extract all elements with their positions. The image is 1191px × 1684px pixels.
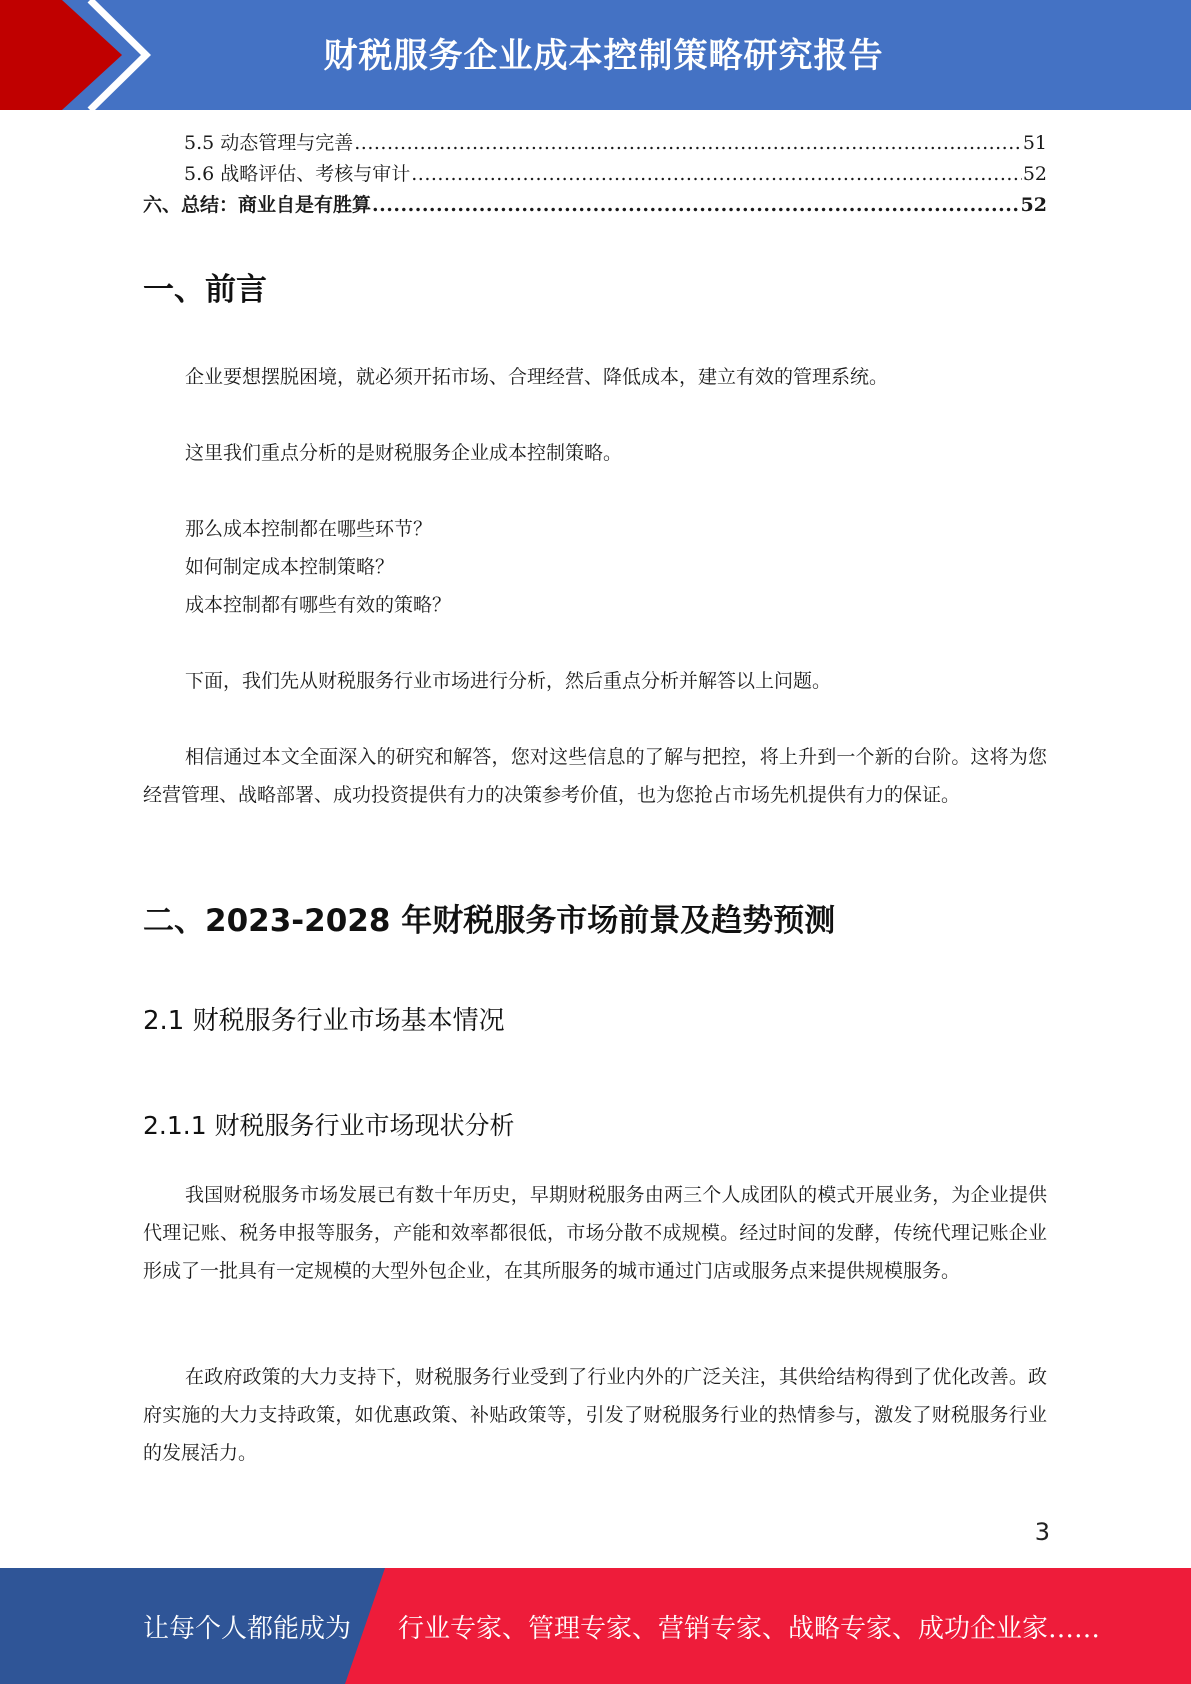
question-line: 如何制定成本控制策略？ xyxy=(185,556,395,578)
paragraph: 这里我们重点分析的是财税服务企业成本控制策略。 xyxy=(185,442,623,464)
toc-leader-dots xyxy=(411,159,1022,189)
toc-entry-page: 52 xyxy=(1020,194,1047,216)
toc-entry-label: 5.6 战略评估、考核与审计 xyxy=(184,163,411,185)
toc-entry-label: 六、总结：商业自是有胜算 xyxy=(143,194,372,216)
toc-entry-page: 52 xyxy=(1022,163,1047,185)
question-line: 那么成本控制都在哪些环节？ xyxy=(185,518,433,540)
page-header xyxy=(0,0,1191,110)
report-title: 财税服务企业成本控制策略研究报告 xyxy=(323,36,884,76)
toc-entry[interactable] xyxy=(184,159,1047,189)
page-number: 3 xyxy=(1034,1518,1050,1546)
paragraph: 在政府政策的大力支持下，财税服务行业受到了行业内外的广泛关注，其供给结构得到了优化改善。政府实施的大力支持政策，如优惠政策、补贴政策等，引发了财税服务行业的热情参与，激发了财税服务行业的发展活力。 xyxy=(143,1366,1047,1464)
page-footer xyxy=(0,1568,1191,1684)
toc-entry[interactable] xyxy=(184,128,1047,158)
subsection-heading: 2.1 财税服务行业市场基本情况 xyxy=(143,1006,505,1036)
section-heading-market-outlook: 二、2023-2028 年财税服务市场前景及趋势预测 xyxy=(143,903,836,939)
paragraph: 下面，我们先从财税服务行业市场进行分析，然后重点分析并解答以上问题。 xyxy=(185,670,832,692)
paragraph: 企业要想摆脱困境，就必须开拓市场、合理经营、降低成本，建立有效的管理系统。 xyxy=(185,366,889,388)
footer-slogan-left: 让每个人都能成为 xyxy=(143,1614,352,1644)
question-line: 成本控制都有哪些有效的策略？ xyxy=(185,594,452,616)
subsubsection-heading: 2.1.1 财税服务行业市场现状分析 xyxy=(143,1111,515,1140)
toc-entry-label: 5.5 动态管理与完善 xyxy=(184,132,354,154)
toc-leader-dots xyxy=(372,190,1020,220)
toc-entry[interactable] xyxy=(143,190,1047,220)
footer-slogan-right: 行业专家、管理专家、营销专家、战略专家、成功企业家…… xyxy=(398,1614,1101,1644)
section-heading-preface: 一、前言 xyxy=(143,272,267,308)
toc-entry-page: 51 xyxy=(1022,132,1047,154)
paragraph: 我国财税服务市场发展已有数十年历史，早期财税服务由两三个人成团队的模式开展业务，为企业提供代理记账、税务申报等服务，产能和效率都很低，市场分散不成规模。经过时间的发酵，传统代理记账企业形成了一批具有一定规模的大型外包企业，在其所服务的城市通过门店或服务点来提供规模服务。 xyxy=(143,1184,1047,1282)
paragraph: 相信通过本文全面深入的研究和解答，您对这些信息的了解与把控，将上升到一个新的台阶。这将为您经营管理、战略部署、成功投资提供有力的决策参考价值，也为您抢占市场先机提供有力的保证。 xyxy=(143,746,1047,806)
toc-leader-dots xyxy=(354,128,1022,158)
